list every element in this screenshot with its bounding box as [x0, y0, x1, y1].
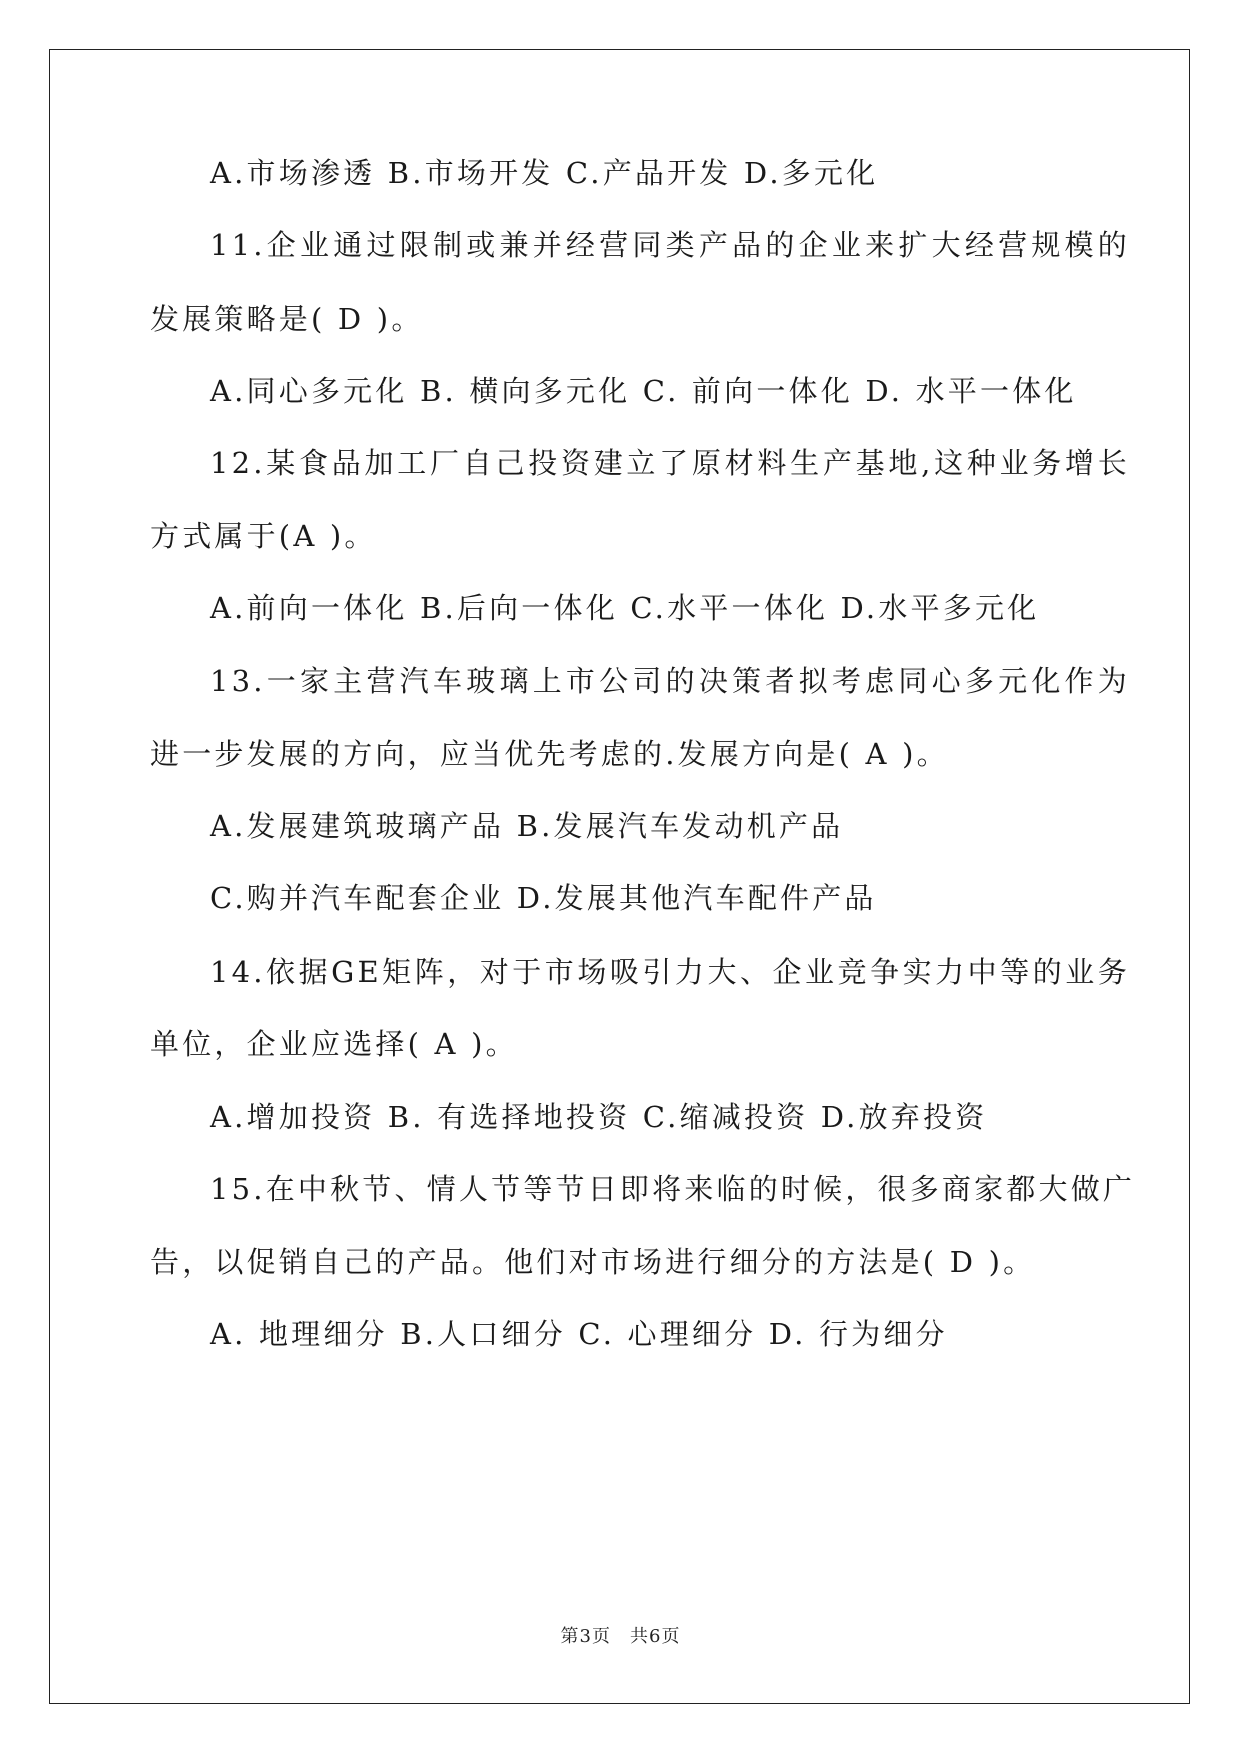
q10-options: A.市场渗透 B.市场开发 C.产品开发 D.多元化 [210, 156, 879, 190]
q12-options: A.前向一体化 B.后向一体化 C.水平一体化 D.水平多元化 [210, 591, 1040, 625]
q12-text-line2: 方式属于(A )。 [150, 519, 377, 553]
q15-text-line1: 15.在中秋节、情人节等节日即将来临的时候，很多商家都大做广 [210, 1172, 1136, 1206]
q14-options: A.增加投资 B. 有选择地投资 C.缩减投资 D.放弃投资 [210, 1100, 988, 1134]
q13-text-line2: 进一步发展的方向，应当优先考虑的.发展方向是( A )。 [150, 737, 949, 771]
q15-text-line2: 告，以促销自己的产品。他们对市场进行细分的方法是( D )。 [150, 1245, 1036, 1279]
q14-text-line2: 单位，企业应选择( A )。 [150, 1027, 518, 1061]
q11-text-line2: 发展策略是( D )。 [150, 302, 424, 336]
page-footer: 第3页 共6页 [560, 1626, 681, 1647]
q13-options-line1: A.发展建筑玻璃产品 B.发展汽车发动机产品 [210, 809, 844, 843]
q11-options: A.同心多元化 B. 横向多元化 C. 前向一体化 D. 水平一体化 [210, 374, 1077, 408]
q11-text-line1: 11.企业通过限制或兼并经营同类产品的企业来扩大经营规模的 [210, 228, 1130, 262]
q15-options: A. 地理细分 B.人口细分 C. 心理细分 D. 行为细分 [210, 1317, 948, 1351]
page-border [49, 49, 1190, 1704]
q13-options-line2: C.购并汽车配套企业 D.发展其他汽车配件产品 [210, 881, 877, 915]
q12-text-line1: 12.某食品加工厂自己投资建立了原材料生产基地,这种业务增长 [210, 446, 1130, 480]
q14-text-line1: 14.依据GE矩阵，对于市场吸引力大、企业竞争实力中等的业务 [210, 955, 1130, 989]
q13-text-line1: 13.一家主营汽车玻璃上市公司的决策者拟考虑同心多元化作为 [210, 664, 1130, 698]
